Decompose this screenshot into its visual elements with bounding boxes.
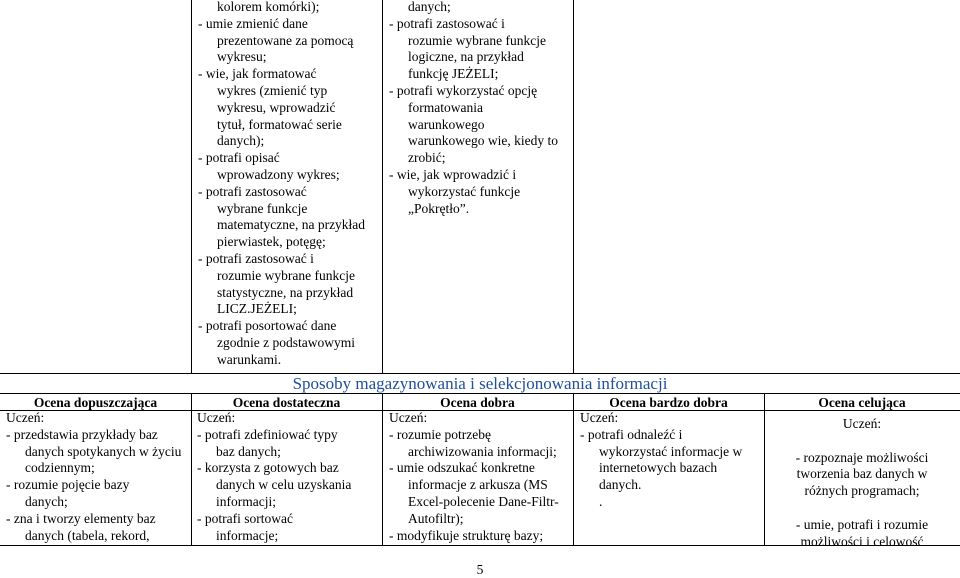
top-col2-line: matematyczne, na przykład xyxy=(217,217,366,233)
grade-col2-line: informacji; xyxy=(216,493,276,509)
top-col3-line: logiczne, na przykład xyxy=(408,49,524,65)
top-col2-line: - potrafi zastosować xyxy=(198,183,307,199)
top-col2-line: danych); xyxy=(217,133,265,149)
grade-col3-text xyxy=(389,410,559,544)
top-col-border-left xyxy=(191,0,192,373)
grade-col5-line xyxy=(764,500,960,517)
grade-col2-line: Uczeń: xyxy=(197,410,236,425)
grade-col2-line: danych w celu uzyskania xyxy=(216,477,352,493)
grade-col2-line: - korzysta z gotowych baz xyxy=(197,460,339,476)
top-col2-line: - potrafi opisać xyxy=(198,150,280,166)
grade-col4-line: wykorzystać informacje w xyxy=(599,443,743,459)
grade-col1-text xyxy=(6,410,181,544)
header-ocena-bardzo-dobra: Ocena bardzo dobra xyxy=(609,395,728,410)
top-col3-line: „Pokrętło”. xyxy=(408,200,470,216)
grade-col3-line: informacje z arkusza (MS xyxy=(408,477,548,493)
top-col2-line: prezentowane za pomocą xyxy=(217,32,354,48)
grade-col3-line: - modyfikuje strukturę bazy; xyxy=(389,527,544,543)
header-ocena-dostateczna: Ocena dostateczna xyxy=(232,395,341,410)
grade-col3-line: Autofiltr); xyxy=(408,510,464,526)
grade-col4-line: . xyxy=(599,493,603,509)
top-col2-line: wykres (zmienić typ xyxy=(217,82,328,98)
grade-col4-line: - potrafi odnaleźć i xyxy=(580,426,683,442)
top-col2-line: tytuł, formatować serie xyxy=(217,116,342,132)
grade-col4-line: danych. xyxy=(599,477,642,493)
top-col3-line: - potrafi wykorzystać opcję xyxy=(389,82,538,98)
top-col2-line: - wie, jak formatować xyxy=(198,66,317,82)
top-col3-text xyxy=(389,0,558,217)
top-col3-line: rozumie wybrane funkcje xyxy=(408,32,546,48)
grid-col-border-1 xyxy=(191,393,192,545)
page-number: 5 xyxy=(476,562,484,577)
top-col3-line: warunkowego wie, kiedy to xyxy=(408,133,558,149)
top-col2-line: wybrane funkcje xyxy=(217,200,308,216)
grade-col5-line: możliwości i celowość xyxy=(800,533,924,549)
grade-col2-line: - potrafi zdefiniować typy xyxy=(197,426,338,442)
grade-col1-line: codziennym; xyxy=(25,460,95,476)
grade-col3-line: archiwizowania informacji; xyxy=(408,443,557,459)
grade-col5-line: tworzenia baz danych w xyxy=(796,466,928,482)
grade-col2-line: baz danych; xyxy=(216,443,281,459)
grid-col-border-3 xyxy=(573,393,574,545)
grade-col1-line: - rozumie pojęcie bazy xyxy=(6,477,130,493)
grade-col3-line: Excel-polecenie Dane-Filtr- xyxy=(408,493,559,509)
grid-col-border-2 xyxy=(382,393,383,545)
top-col3-line: danych; xyxy=(408,0,451,14)
grade-col1-line: Uczeń: xyxy=(6,410,45,425)
top-col3-line: - wie, jak wprowadzić i xyxy=(389,166,517,182)
grade-col3-line: - rozumie potrzebę xyxy=(389,426,491,442)
top-col2-line: - potrafi zastosować i xyxy=(198,250,314,266)
top-col2-line: wprowadzony wykres; xyxy=(217,166,340,182)
grade-col4-line: internetowych bazach xyxy=(599,460,718,476)
top-col-border-right xyxy=(573,0,574,373)
grade-col4-line: Uczeń: xyxy=(580,410,619,425)
grade-col4-text xyxy=(580,410,742,511)
grade-col1-line: danych spotykanych w życiu xyxy=(25,443,182,459)
top-col-border-mid xyxy=(382,0,383,373)
grade-col5-line: Uczeń: xyxy=(842,416,882,431)
grade-col2-text xyxy=(197,410,351,544)
grade-col1-line: danych (tabela, rekord, xyxy=(25,527,150,543)
top-col2-line: LICZ.JEŻELI; xyxy=(217,301,297,317)
grade-col2-line: - potrafi sortować xyxy=(197,510,293,526)
grade-col1-line: - zna i tworzy elementy baz xyxy=(6,510,156,526)
grade-col5-line: - rozpoznaje możliwości xyxy=(795,449,929,465)
top-col3-line: formatowania xyxy=(408,99,483,115)
top-col3-line: warunkowego xyxy=(408,116,485,132)
top-col2-line: zgodnie z podstawowymi xyxy=(217,334,355,350)
grade-col1-line: danych; xyxy=(25,493,68,509)
top-col2-line: - potrafi posortować dane xyxy=(198,318,337,334)
grade-col3-line: - umie odszukać konkretne xyxy=(389,460,535,476)
top-col2-line: wykresu, wprowadzić xyxy=(217,99,336,115)
top-col2-line: pierwiastek, potęgę; xyxy=(217,234,326,250)
header-ocena-dobra: Ocena dobra xyxy=(440,395,515,410)
top-col2-line: statystyczne, na przykład xyxy=(217,284,354,300)
grade-col5-text xyxy=(764,416,960,550)
top-col2-line: warunkami. xyxy=(217,351,282,367)
grade-col1-line: - przedstawia przykłady baz xyxy=(6,426,158,442)
top-col3-line: - potrafi zastosować i xyxy=(389,15,505,31)
top-col3-line: funkcję JEŻELI; xyxy=(408,66,499,82)
top-col2-line: kolorem komórki); xyxy=(217,0,320,14)
top-col2-text xyxy=(198,0,365,369)
grade-col5-line: - umie, potrafi i rozumie xyxy=(795,516,929,532)
grade-col2-line: informacje; xyxy=(216,527,279,543)
grade-col3-line: Uczeń: xyxy=(389,410,428,425)
top-col3-line: zrobić; xyxy=(408,150,446,166)
top-col3-line: wykorzystać funkcje xyxy=(408,183,521,199)
header-ocena-celujaca: Ocena celująca xyxy=(818,395,906,410)
header-ocena-dopuszczajaca: Ocena dopuszczająca xyxy=(33,395,158,410)
grade-col5-line: różnych programach; xyxy=(804,483,920,499)
top-col2-line: - umie zmienić dane xyxy=(198,15,308,31)
top-col2-line: wykresu; xyxy=(217,49,267,65)
top-col2-line: rozumie wybrane funkcje xyxy=(217,267,355,283)
grade-col5-line xyxy=(764,433,960,450)
section-title: Sposoby magazynowania i selekcjonowania informacji xyxy=(292,374,668,393)
